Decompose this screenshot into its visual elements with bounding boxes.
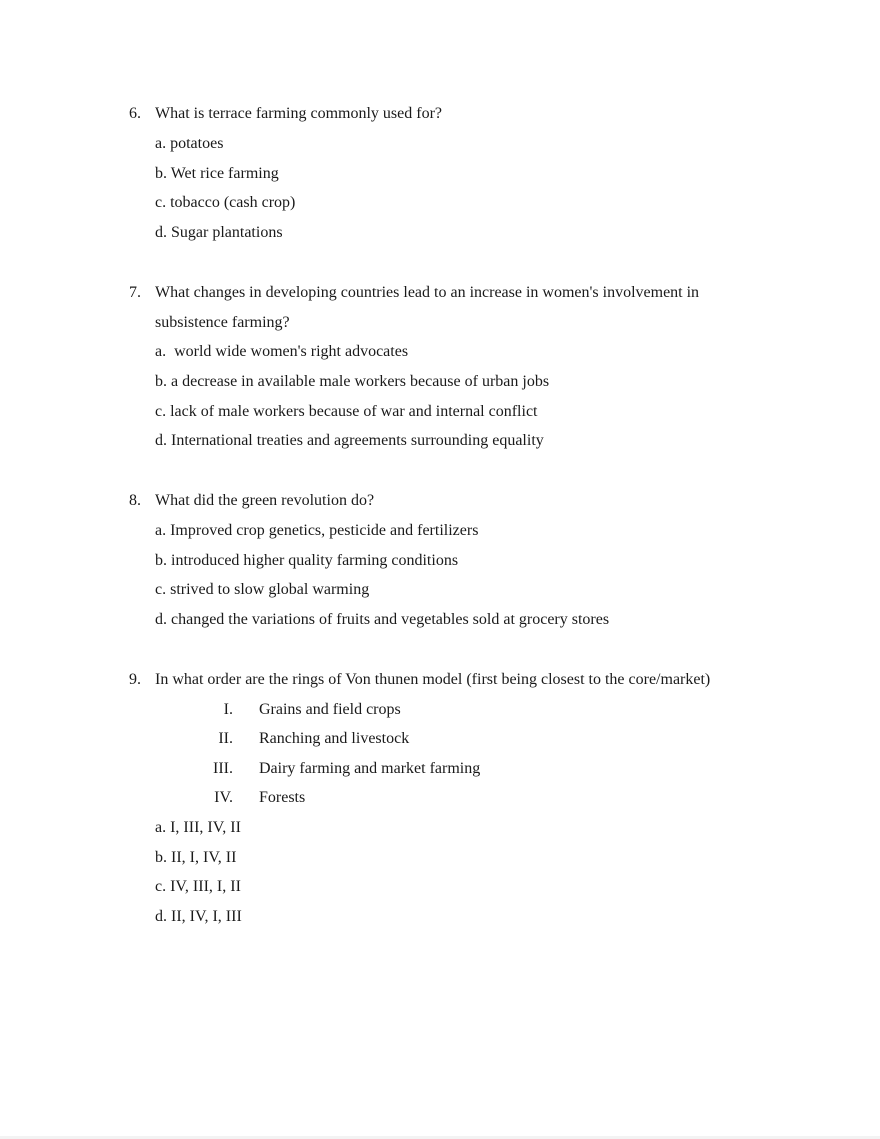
- question-number: 6.: [129, 105, 141, 122]
- question-text: What did the green revolution do?: [155, 492, 375, 509]
- answer-option-b: b. a decrease in available male workers because of urban jobs: [155, 373, 550, 390]
- answer-option-a: a. I, III, IV, II: [155, 819, 241, 836]
- ring-label: Dairy farming and market farming: [259, 760, 481, 777]
- ring-numeral: II.: [218, 730, 233, 747]
- answer-option-a: a. potatoes: [155, 135, 224, 152]
- answer-option-b: b. Wet rice farming: [155, 165, 279, 182]
- answer-option-a: a. Improved crop genetics, pesticide and fertilizers: [155, 522, 479, 539]
- ring-item: [0, 729, 880, 749]
- answer-option-c: c. lack of male workers because of war and internal conflict: [155, 403, 538, 420]
- ring-label: Ranching and livestock: [259, 730, 410, 747]
- answer-option-d: d. II, IV, I, III: [155, 908, 242, 925]
- answer-option-c: c. tobacco (cash crop): [155, 194, 296, 211]
- answer-option-d: d. changed the variations of fruits and vegetables sold at grocery stores: [155, 611, 610, 628]
- question-number: 7.: [129, 284, 141, 301]
- answer-option-d: d. International treaties and agreements surrounding equality: [155, 432, 544, 449]
- ring-numeral: IV.: [214, 789, 233, 806]
- question-number: 9.: [129, 671, 141, 688]
- question-text: In what order are the rings of Von thunen model (first being closest to the core/market): [155, 671, 711, 688]
- question-text-line-1: What changes in developing countries lead to an increase in women's involvement in: [155, 284, 700, 301]
- answer-option-d: d. Sugar plantations: [155, 224, 283, 241]
- ring-numeral: III.: [213, 760, 233, 777]
- answer-option-b: b. introduced higher quality farming conditions: [155, 552, 459, 569]
- ring-item: [0, 700, 880, 720]
- answer-option-c: c. strived to slow global warming: [155, 581, 370, 598]
- ring-label: Forests: [259, 789, 306, 806]
- question-number: 8.: [129, 492, 141, 509]
- ring-item: [0, 759, 880, 779]
- question-text: What is terrace farming commonly used for?: [155, 105, 442, 122]
- ring-numeral: I.: [223, 701, 233, 718]
- ring-item: [0, 788, 880, 808]
- ring-label: Grains and field crops: [259, 701, 401, 718]
- answer-option-a: a. world wide women's right advocates: [155, 343, 409, 360]
- answer-option-b: b. II, I, IV, II: [155, 849, 237, 866]
- question-text-line-2: subsistence farming?: [155, 314, 290, 331]
- answer-option-c: c. IV, III, I, II: [155, 878, 241, 895]
